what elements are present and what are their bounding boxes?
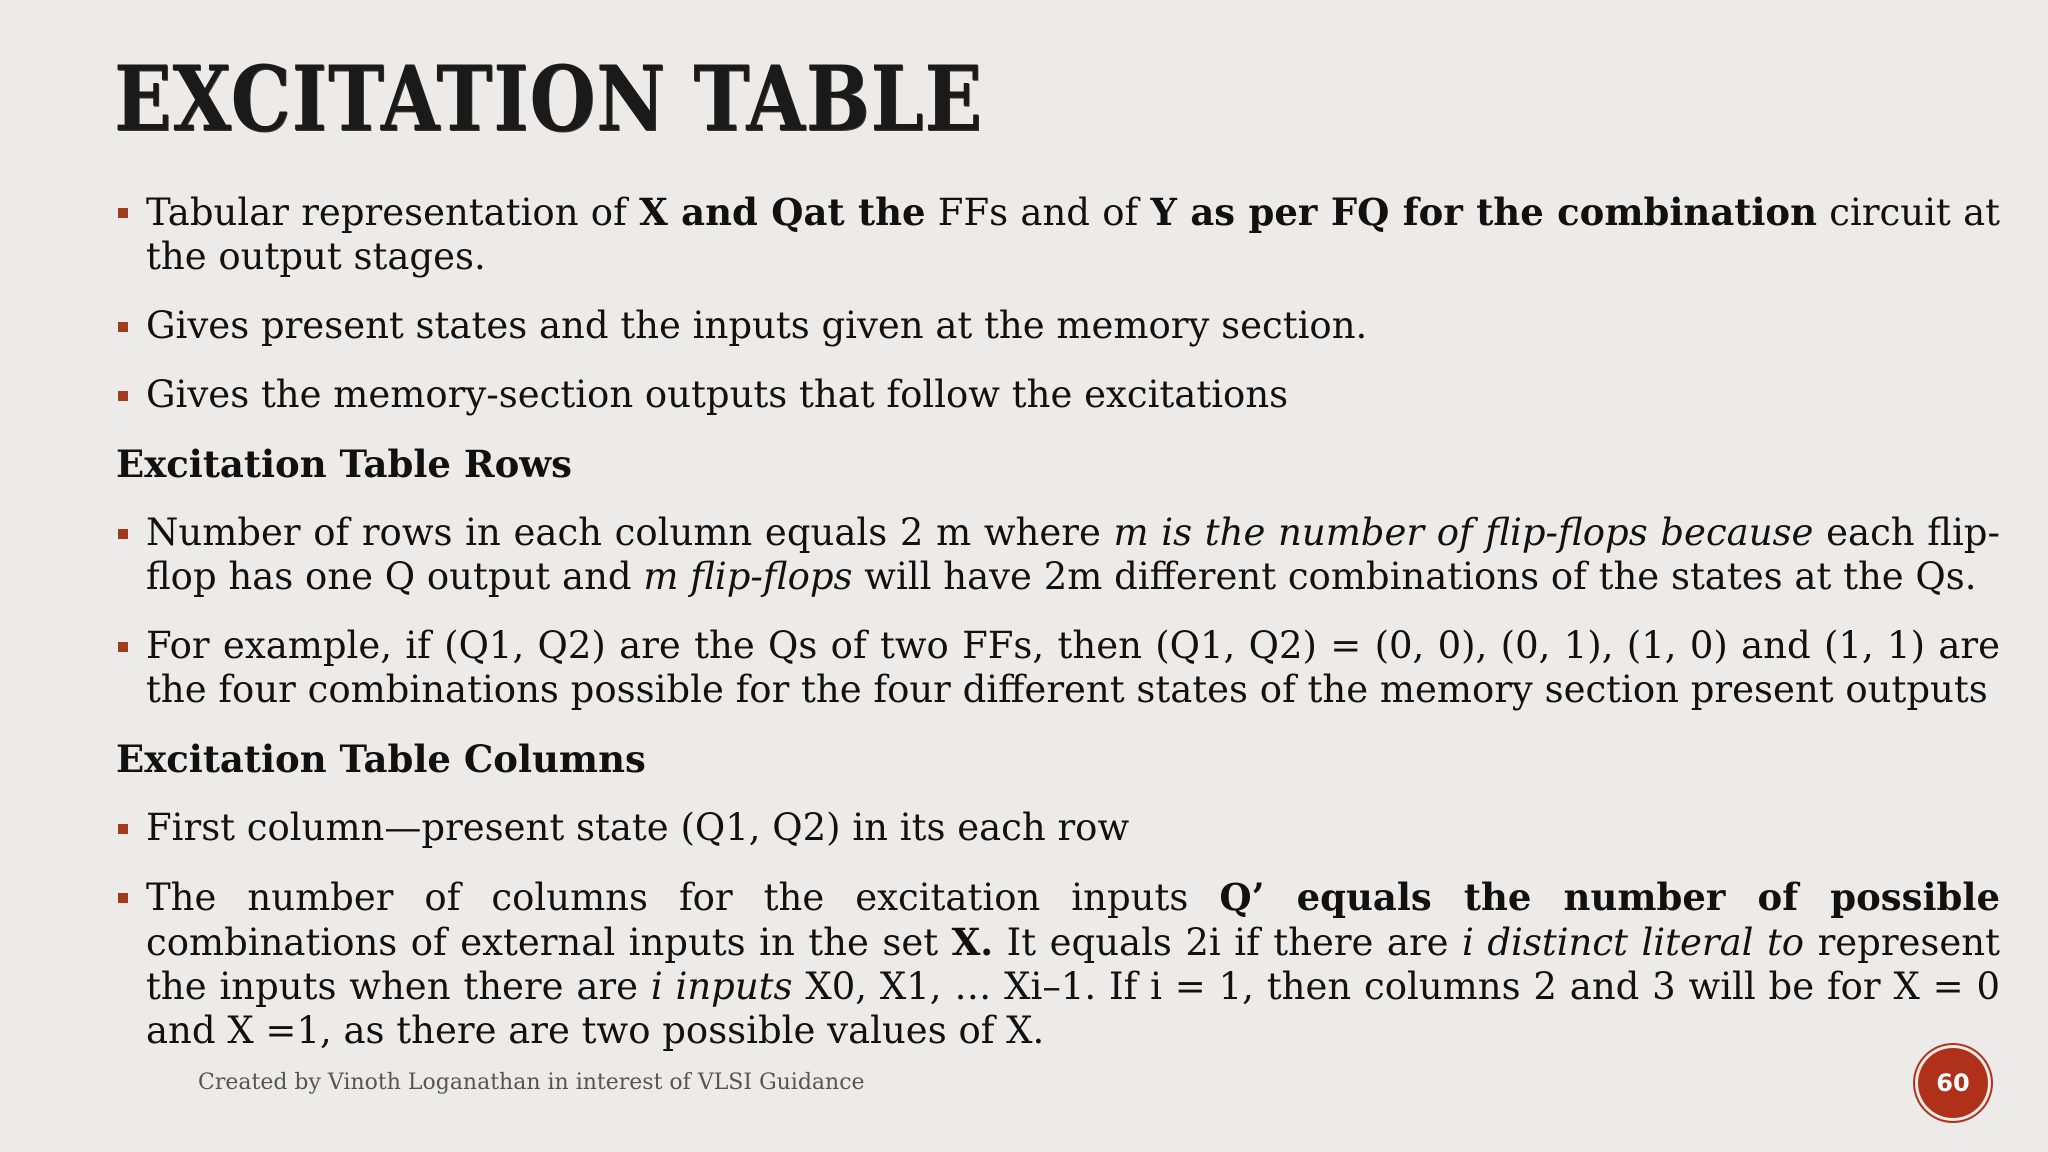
text-run: X0, X1, … Xi–1. If i = 1, then columns 2 and 3 will be for X = 0 and X =1, as there are two possible values of X. (146, 965, 2000, 1052)
bullet-square-icon (118, 529, 128, 539)
bullet-text (146, 304, 1367, 347)
bullet-square-icon (118, 893, 128, 903)
bullet-item (116, 373, 2000, 417)
text-run: Number of rows in each column equals 2 m where (146, 511, 1114, 554)
text-run: m flip-flops (643, 555, 853, 598)
bullet-square-icon (118, 391, 128, 401)
page-number-badge: 60 (1918, 1048, 1988, 1118)
bullet-text (146, 806, 1129, 849)
text-run: circuit at the output stages. (146, 191, 2000, 278)
text-run: FFs and of (925, 191, 1151, 234)
text-run: m is the number of flip-flops because (1113, 511, 1814, 554)
text-run: X. (951, 920, 994, 964)
text-run: The number of columns for the excitation inputs (146, 876, 1220, 919)
slide-title: EXCITATION TABLE (114, 46, 983, 152)
text-run: Gives present states and the inputs given at the memory section. (146, 304, 1368, 347)
text-run: each flip-flop has one Q output and (146, 511, 2000, 598)
bullet-text (146, 373, 1288, 416)
section-heading-rows: Excitation Table Rows (116, 442, 572, 486)
bullet-square-icon (118, 642, 128, 652)
bullet-text (146, 876, 2000, 1052)
bullet-item (116, 875, 2000, 1053)
section-heading-columns: Excitation Table Columns (116, 737, 646, 781)
bullet-square-icon (118, 824, 128, 834)
text-run: Y as per FQ for the combination (1150, 190, 1818, 234)
text-run: i distinct literal to (1462, 921, 1805, 964)
slide-footer: Created by Vinoth Loganathan in interest of VLSI Guidance (198, 1070, 865, 1095)
text-run: X and Qat the (639, 190, 926, 234)
text-run: will have 2m different combinations of the states at the Qs. (852, 555, 1977, 598)
text-run: It equals 2i if there are (993, 921, 1463, 964)
text-run: Q’ equals the number of possible (1219, 875, 2000, 919)
bullet-text (146, 511, 2000, 598)
text-run: Tabular representation of (146, 191, 640, 234)
rows-bullet-list (116, 511, 2000, 712)
bullet-item (116, 511, 2000, 599)
bullet-item (116, 190, 2000, 279)
slide-content (116, 190, 2000, 1078)
bullet-item (116, 806, 2000, 850)
text-run: First column—present state (Q1, Q2) in its each row (146, 806, 1130, 849)
text-run: For example, if (Q1, Q2) are the Qs of two FFs, then (Q1, Q2) = (0, 0), (0, 1), (1, 0) and (1, 1) are the four combinations possible for the four different states of the memory section present outputs (146, 624, 2000, 711)
columns-bullet-list (116, 806, 2000, 1053)
text-run: Gives the memory-section outputs that follow the excitations (146, 373, 1289, 416)
bullet-text (146, 191, 2000, 278)
bullet-item (116, 624, 2000, 712)
bullet-text (146, 624, 2000, 711)
text-run: i inputs (650, 965, 793, 1008)
intro-bullet-list (116, 190, 2000, 417)
text-run: combinations of external inputs in the set (146, 921, 952, 964)
text-run: represent the inputs when there are (146, 921, 2001, 1008)
bullet-item (116, 304, 2000, 348)
bullet-square-icon (118, 322, 128, 332)
bullet-square-icon (118, 208, 128, 218)
